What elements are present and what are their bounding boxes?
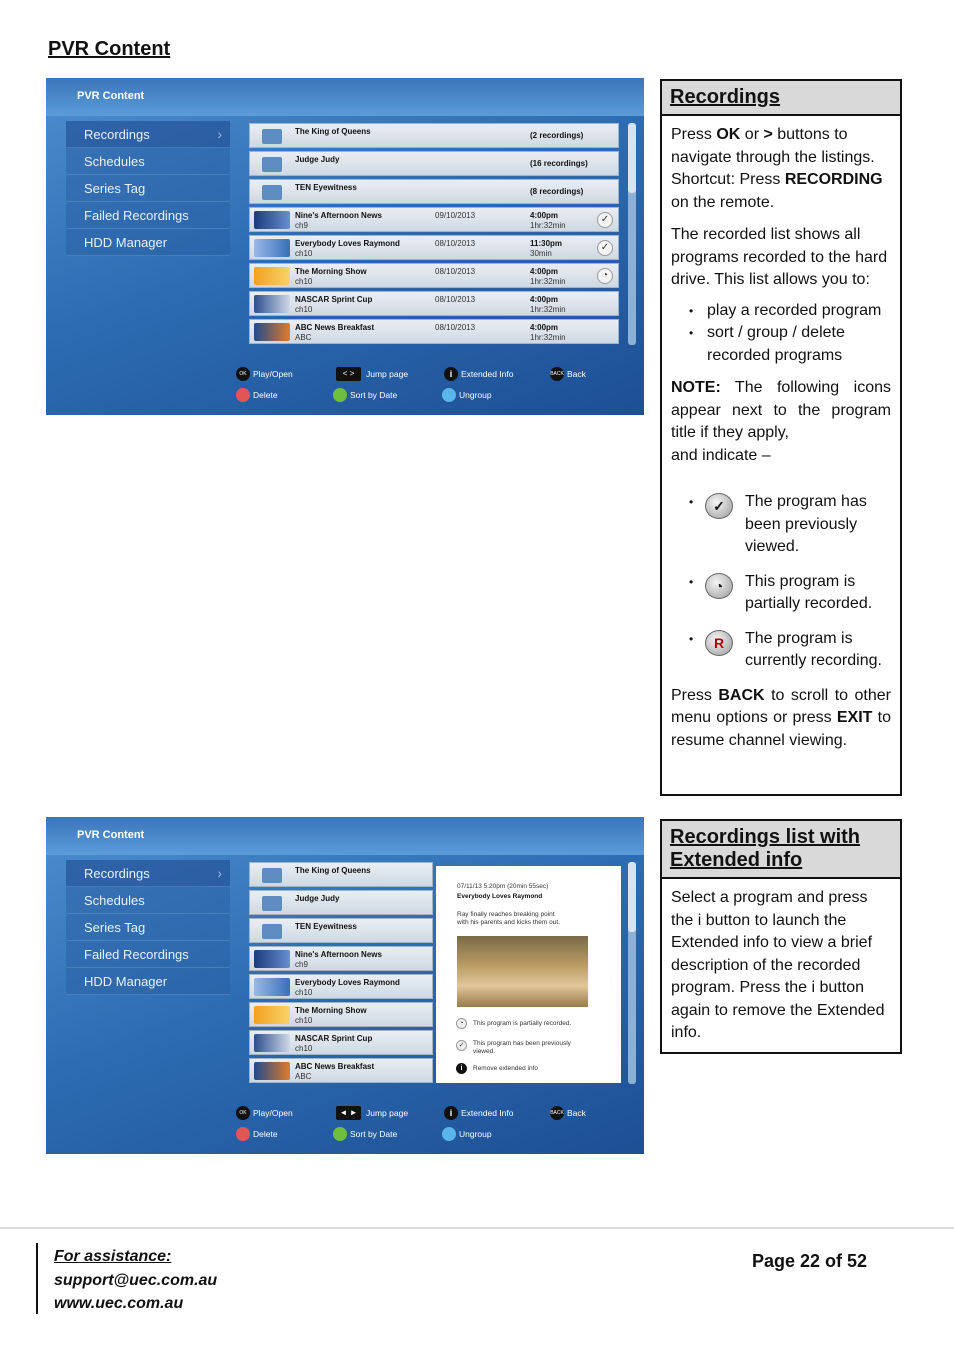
ext-description-line-1: Ray finally reaches breaking point [457, 911, 555, 918]
key-jump-page: < > Jump page [336, 367, 408, 381]
menu-item-series-tag[interactable]: Series Tag [66, 175, 230, 202]
ext-title: Everybody Loves Raymond [457, 893, 543, 900]
paragraph-navigate: Press OK or > buttons to navigate through the listings. Shortcut: Press RECORDING on the remote. [671, 126, 883, 211]
paragraph-note-tail: and indicate – [671, 446, 771, 464]
list-scrollbar[interactable] [628, 862, 636, 1084]
recording-row[interactable]: NASCAR Sprint Cup ch10 08/10/2013 4:00pm 1hr:32min [249, 291, 619, 316]
page-number: Page 22 of 52 [752, 1251, 868, 1271]
red-button-icon [236, 1127, 250, 1141]
menu-item-failed-recordings[interactable]: Failed Recordings [66, 202, 230, 229]
key-extended-info: i Extended Info [444, 1106, 513, 1120]
ext-description-line-2: with his parents and kicks them out. [457, 919, 560, 926]
ext-note-partial: This program is partially recorded. [473, 1020, 572, 1027]
menu-item-recordings[interactable]: Recordings › [66, 121, 230, 148]
recordings-list [249, 123, 619, 347]
box-heading: Recordings list with Extended info [662, 821, 900, 879]
folder-row[interactable]: TEN Eyewitness [249, 918, 433, 943]
program-thumbnail [254, 239, 290, 257]
menu-item-hdd-manager[interactable]: HDD Manager [66, 229, 230, 256]
blue-button-icon [442, 1127, 456, 1141]
info-icon: i [456, 1063, 467, 1074]
paragraph-recorded-list: The recorded list shows all programs recorded to the hard drive. This list allows you to: [671, 226, 888, 288]
folder-row[interactable]: Judge Judy (16 recordings) [249, 151, 619, 176]
program-thumbnail [254, 267, 290, 285]
box-heading: Recordings [662, 81, 900, 116]
info-icon: i [444, 367, 458, 381]
folder-row[interactable]: The King of Queens [249, 862, 433, 887]
support-email-link[interactable]: support@uec.com.au [54, 1271, 218, 1289]
pvr-screenshot-recordings [46, 78, 644, 415]
folder-row[interactable]: TEN Eyewitness (8 recordings) [249, 179, 619, 204]
page-title: PVR Content [48, 38, 171, 60]
ok-button-icon: OK [236, 1106, 250, 1120]
recording-row[interactable]: Nine's Afternoon News ch9 [249, 946, 433, 971]
folder-icon [262, 129, 282, 144]
recording-row[interactable]: ABC News Breakfast ABC 08/10/2013 4:00pm 1hr:32min [249, 319, 619, 344]
back-button-icon: BACK [550, 1106, 564, 1120]
list-scrollbar[interactable] [628, 123, 636, 345]
program-thumbnail [254, 1034, 290, 1052]
tv-title: PVR Content [77, 829, 145, 841]
folder-row[interactable]: The King of Queens (2 recordings) [249, 123, 619, 148]
ext-note-viewed-2: viewed. [473, 1048, 496, 1055]
key-back: BACK Back [550, 1108, 586, 1118]
assistance-block [54, 1245, 217, 1316]
ext-datetime: 07/11/13 5:20pm (20min 55sec) [457, 883, 549, 890]
key-jump-page: ◄ ► Jump page [336, 1106, 408, 1120]
folder-icon [262, 896, 282, 911]
check-icon: ✓ [597, 212, 613, 228]
extended-info-box [660, 819, 902, 1054]
key-play-open: OK Play/Open [236, 367, 293, 381]
menu-item-schedules[interactable]: Schedules [66, 887, 230, 914]
menu-item-failed-recordings[interactable]: Failed Recordings [66, 941, 230, 968]
extended-info-panel [436, 866, 621, 1083]
pvr-screenshot-extended-info [46, 817, 644, 1154]
scrollbar-thumb[interactable] [628, 123, 636, 193]
menu-item-recordings[interactable]: Recordings › [66, 860, 230, 887]
ok-button-icon: OK [236, 367, 250, 381]
program-thumbnail [254, 950, 290, 968]
key-legend [236, 1102, 636, 1152]
folder-icon [262, 185, 282, 200]
recording-row[interactable]: Nine's Afternoon News ch9 09/10/2013 4:00pm 1hr:32min ✓ [249, 207, 619, 232]
folder-icon [262, 924, 282, 939]
scrollbar-thumb[interactable] [628, 862, 636, 932]
recording-icon: R [705, 630, 733, 656]
program-thumbnail [254, 1006, 290, 1024]
feature-list [689, 300, 891, 368]
recordings-info-box [660, 79, 902, 796]
recording-row[interactable]: Everybody Loves Raymond ch10 08/10/2013 11:30pm 30min ✓ [249, 235, 619, 260]
red-button-icon [236, 388, 250, 402]
recording-row[interactable]: Everybody Loves Raymond ch10 [249, 974, 433, 999]
pvr-menu [66, 860, 230, 995]
list-item: • sort / group / delete recorded programs [689, 322, 891, 367]
key-extended-info: i Extended Info [444, 367, 513, 381]
program-thumbnail [254, 295, 290, 313]
box-body: Select a program and press the i button to launch the Extended info to view a brief description of the recorded program. Press the i button again to remove the Extended info. [671, 889, 885, 1041]
back-button-icon: BACK [550, 367, 564, 381]
folder-row[interactable]: Judge Judy [249, 890, 433, 915]
assistance-label: For assistance: [54, 1248, 172, 1265]
recording-row[interactable]: The Morning Show ch10 [249, 1002, 433, 1027]
program-thumbnail [254, 978, 290, 996]
ext-note-remove: Remove extended info [473, 1065, 539, 1072]
tv-title: PVR Content [77, 90, 145, 102]
list-item: • play a recorded program [689, 300, 891, 323]
recording-row[interactable]: NASCAR Sprint Cup ch10 [249, 1030, 433, 1055]
info-icon: i [444, 1106, 458, 1120]
partial-icon: ◔ [705, 573, 733, 599]
program-thumbnail [254, 211, 290, 229]
chevron-right-icon: › [217, 865, 222, 881]
ext-note-viewed-1: This program has been previously [473, 1040, 571, 1047]
arrows-button-icon: < > [336, 367, 361, 381]
check-icon: ✓ [597, 240, 613, 256]
partial-icon: ◔ [597, 268, 613, 284]
program-photo [457, 936, 588, 1007]
program-thumbnail [254, 1062, 290, 1080]
folder-icon [262, 157, 282, 172]
key-sort: Sort by Date [333, 1127, 397, 1141]
menu-item-schedules[interactable]: Schedules [66, 148, 230, 175]
footer-accent-bar [36, 1243, 38, 1314]
pvr-menu [66, 121, 230, 256]
key-delete: Delete [236, 388, 278, 402]
folder-icon [262, 868, 282, 883]
partial-icon: ◔ [456, 1018, 467, 1029]
paragraph-note: NOTE: The following icons appear next to the program title if they apply, [671, 379, 891, 441]
key-sort: Sort by Date [333, 388, 397, 402]
check-icon: ✓ [705, 493, 733, 519]
recording-row[interactable]: The Morning Show ch10 08/10/2013 4:00pm 1hr:32min ◔ [249, 263, 619, 288]
chevron-right-icon: › [217, 126, 222, 142]
key-ungroup: Ungroup [442, 1127, 492, 1141]
key-back: BACK Back [550, 369, 586, 379]
recordings-list [249, 862, 433, 1086]
website-link[interactable]: www.uec.com.au [54, 1295, 184, 1312]
check-icon: ✓ [456, 1040, 467, 1051]
icon-item-partial: • ◔ This program is partially recorded. [689, 572, 873, 612]
program-thumbnail [254, 323, 290, 341]
box-body [662, 116, 900, 770]
key-legend [236, 363, 636, 413]
recording-row[interactable]: ABC News Breakfast ABC [249, 1058, 433, 1083]
green-button-icon [333, 388, 347, 402]
key-ungroup: Ungroup [442, 388, 492, 402]
arrows-button-icon: ◄ ► [336, 1106, 361, 1120]
green-button-icon [333, 1127, 347, 1141]
paragraph-back-exit: Press BACK to scroll to other menu options or press EXIT to resume channel viewing. [671, 686, 892, 749]
footer-divider [0, 1227, 954, 1229]
menu-item-series-tag[interactable]: Series Tag [66, 914, 230, 941]
key-play-open: OK Play/Open [236, 1106, 293, 1120]
icon-item-viewed: • ✓ The program has been previously viewed. [689, 493, 867, 555]
icon-item-recording: • R The program is currently recording. [689, 629, 882, 669]
blue-button-icon [442, 388, 456, 402]
key-delete: Delete [236, 1127, 278, 1141]
menu-item-hdd-manager[interactable]: HDD Manager [66, 968, 230, 995]
